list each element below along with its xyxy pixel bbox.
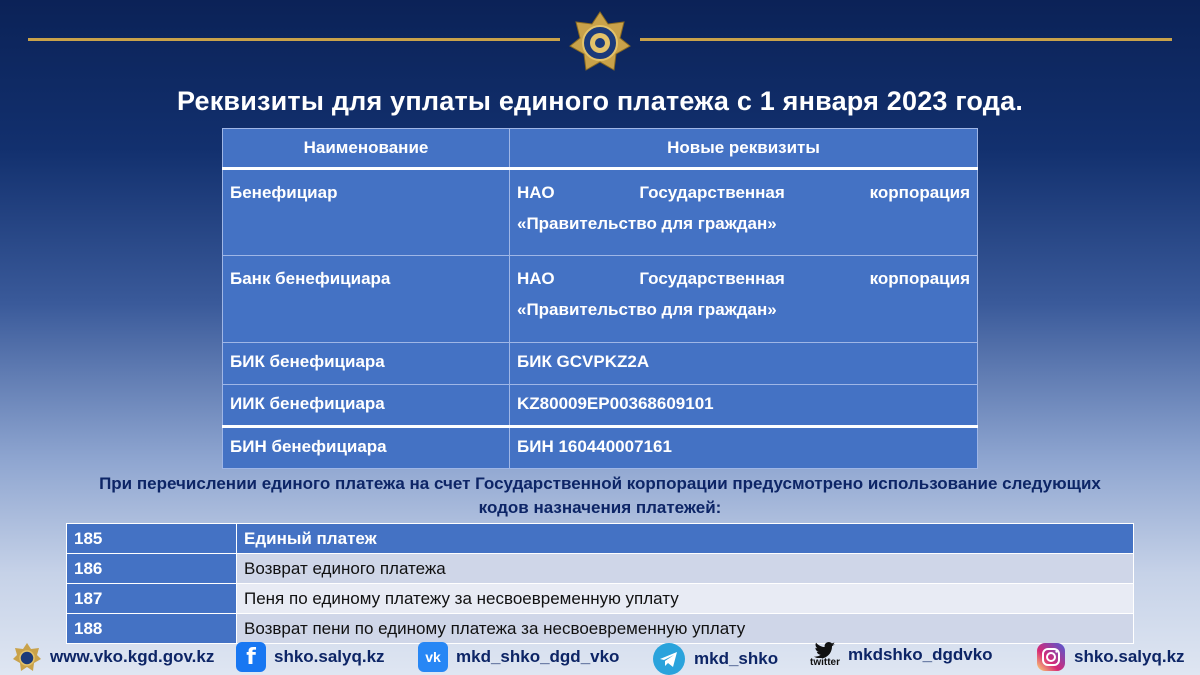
row-name: БИН бенефициара [223, 427, 510, 469]
row-name: БИК бенефициара [223, 343, 510, 385]
row-value: KZ80009EP00368609101 [510, 385, 978, 427]
table-row [223, 169, 978, 256]
table-row [67, 524, 1134, 554]
row-value: БИК GCVPKZ2A [510, 343, 978, 385]
footer-contacts [0, 640, 1200, 675]
code-description: Возврат пени по единому платежа за несвоевременную уплату [237, 614, 1134, 644]
requisites-table [222, 128, 978, 469]
website-link[interactable]: www.vko.kgd.gov.kz [12, 642, 214, 672]
payment-codes-table [66, 523, 1134, 644]
facebook-icon: f [236, 642, 266, 672]
table-row [67, 584, 1134, 614]
instagram-link[interactable]: shko.salyq.kz [1036, 642, 1185, 672]
table-row [223, 343, 978, 385]
payment-codes-note: При перечислении единого платежа на счет Государственной корпорации предусмотрено использование следующих кодов назначения платежей: [99, 474, 1101, 517]
telegram-icon [652, 642, 686, 675]
code-description: Пеня по единому платежу за несвоевременную уплату [237, 584, 1134, 614]
table-row [223, 427, 978, 469]
telegram-link[interactable]: mkd_shko [652, 642, 778, 675]
row-value: НАО Государственная корпорация «Правительство для граждан» [510, 256, 978, 343]
row-name: ИИК бенефициара [223, 385, 510, 427]
table-row [223, 385, 978, 427]
code-cell: 186 [67, 554, 237, 584]
vk-link[interactable]: vk mkd_shko_dgd_vko [418, 642, 619, 672]
facebook-link[interactable]: f shko.salyq.kz [236, 642, 385, 672]
twitter-icon: twitter [810, 642, 840, 668]
code-cell: 187 [67, 584, 237, 614]
header-new-requisites: Новые реквизиты [510, 129, 978, 169]
gold-divider-right [640, 38, 1172, 41]
gold-divider-left [28, 38, 560, 41]
header-name: Наименование [223, 129, 510, 169]
row-name: Банк бенефициара [223, 256, 510, 343]
page-title: Реквизиты для уплаты единого платежа с 1 января 2023 года. [176, 86, 1024, 116]
code-description: Единый платеж [237, 524, 1134, 554]
table-row [67, 554, 1134, 584]
row-value: БИН 160440007161 [510, 427, 978, 469]
emblem-icon [568, 10, 632, 72]
twitter-link[interactable]: twitter mkdshko_dgdvko [810, 642, 993, 668]
code-cell: 185 [67, 524, 237, 554]
row-name: Бенефициар [223, 169, 510, 256]
instagram-icon [1036, 642, 1066, 672]
code-cell: 188 [67, 614, 237, 644]
code-description: Возврат единого платежа [237, 554, 1134, 584]
row-value: НАО Государственная корпорация «Правительство для граждан» [510, 169, 978, 256]
table-row [223, 256, 978, 343]
emblem-small-icon [12, 642, 42, 672]
vk-icon: vk [418, 642, 448, 672]
table-row [67, 614, 1134, 644]
